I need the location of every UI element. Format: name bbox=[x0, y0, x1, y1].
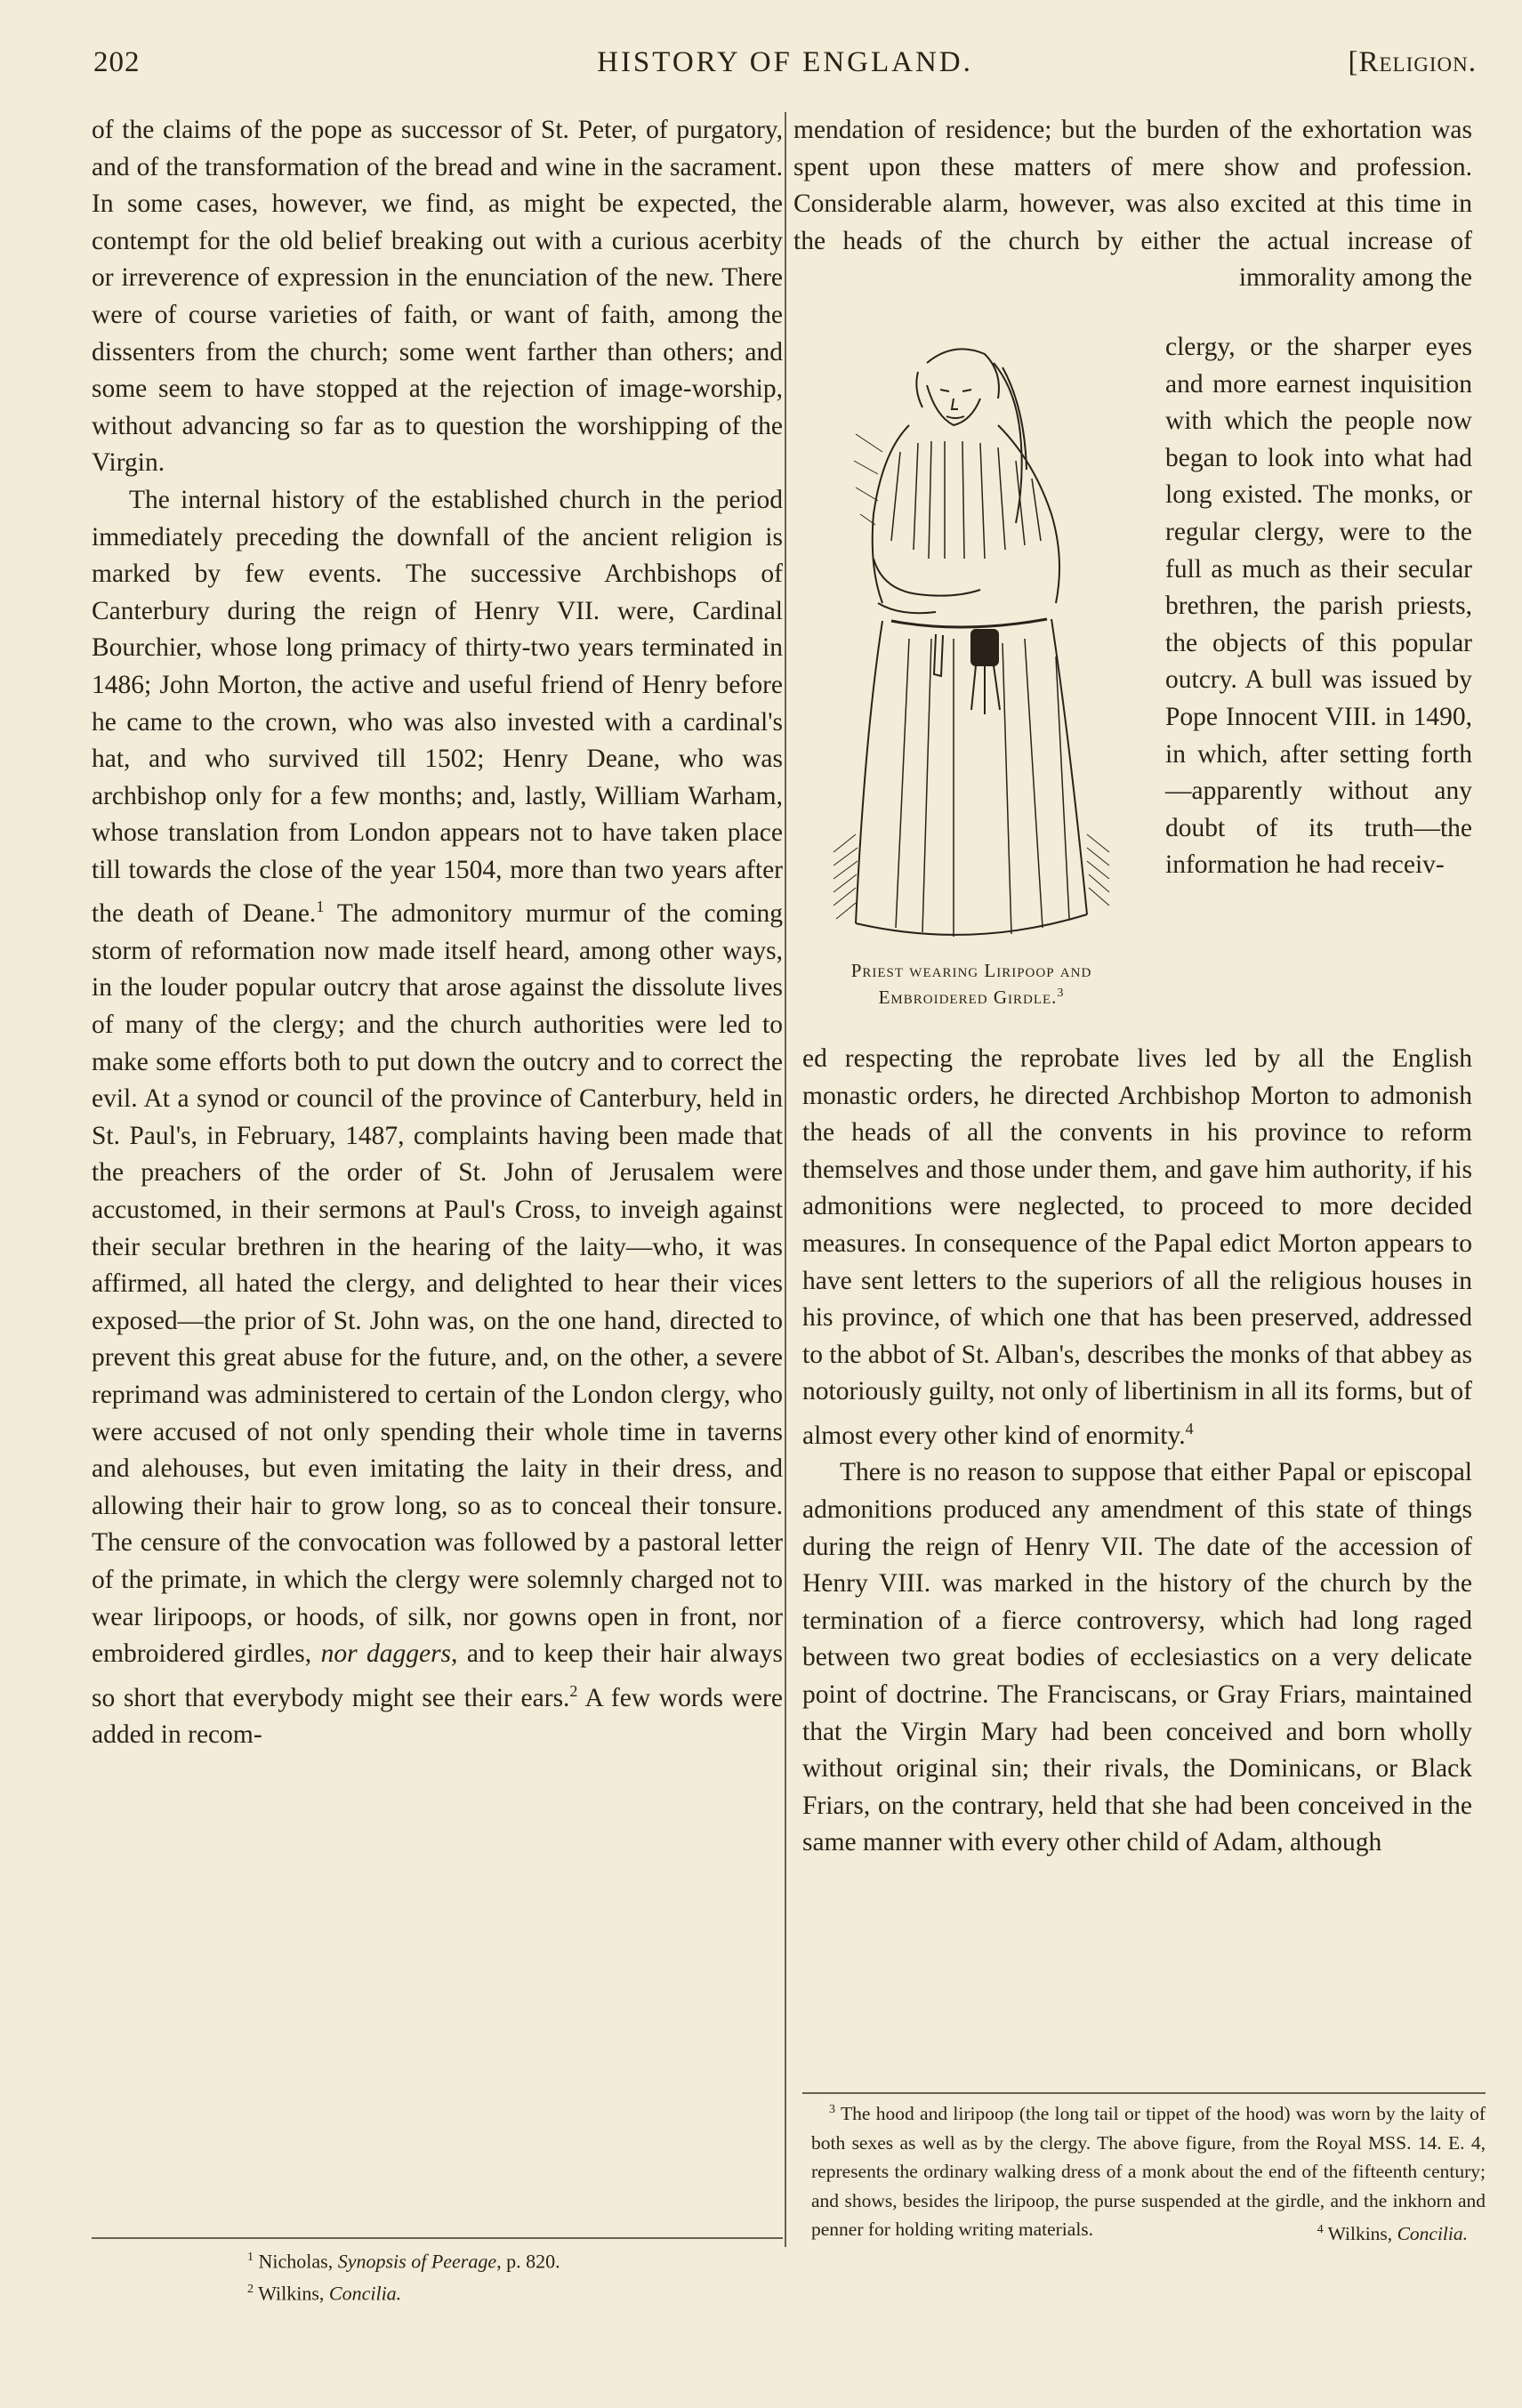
paragraph: There is no reason to suppose that either Papal or episcopal admonitions produced any amendment of this state of things during the reign of Henry VII. The date of the accession of Henry VIII. was marked in the history of the church by the termination of a fierce controversy, which had long raged between two great bodies of ecclesiastics on a very delicate point of doctrine. The Franciscans, or Gray Friars, maintained that the Virgin Mary had been conceived and born wholly without original sin; their rivals, the Dominicans, or Black Friars, on the contrary, held that she had been conceived in the same manner with every other child of Adam, although bbox=[802, 1458, 1472, 1857]
paragraph-text: The admonitory murmur of the coming storm of reformation now made itself heard, among other ways, in the louder popular outcry that arose against the dissolute lives of many of the clergy; and the church authorities were led to make some efforts both to put down the outcry and to correct the evil. At a synod or council of the province of Canterbury, held in St. Paul's, in February, 1487, complaints having been made that the preachers of the order of St. John of Jerusalem were accustomed, in their sermons at Paul's Cross, to inveigh against their secular brethren in the hearing of the laity—who, it was affirmed, all hated the clergy, and delighted to hear their vices exposed—the prior of St. John was, on the one hand, directed to prevent this great abuse for the future, and, on the other, a severe reprimand was administered to certain of the London clergy, who were accused of not only spending their whole time in taverns and alehouses, but even imitating the laity in their dress, and allowing their hair to grow long, so as to conceal their tonsure. The censure of the convocation was followed by a pastoral letter of the primate, in which the clergy were solemnly charged not to wear liripoops, or hoods, of silk, nor gowns open in front, nor embroidered girdles, bbox=[92, 899, 783, 1669]
footnote-author: Nicholas, bbox=[258, 2250, 338, 2273]
footnote-mark: 1 bbox=[247, 2251, 254, 2264]
section-label: [Religion. bbox=[1348, 46, 1477, 78]
page-number: 202 bbox=[93, 46, 141, 78]
text-beside-figure bbox=[1165, 329, 1472, 884]
footnote-ref: 1 bbox=[316, 898, 325, 916]
footnote-rule-right bbox=[802, 2092, 1486, 2094]
footnote-author: Wilkins, bbox=[1327, 2222, 1397, 2244]
column-divider bbox=[785, 112, 786, 2247]
figure-area bbox=[793, 333, 1472, 1055]
left-column bbox=[92, 112, 783, 1754]
footnote-title: Concilia. bbox=[328, 2282, 402, 2305]
italic-phrase: nor daggers, bbox=[320, 1639, 458, 1669]
footnote-text: , p. 820. bbox=[496, 2250, 560, 2273]
paragraph-text: The internal history of the established church in the period immediately preceding the downfall of the ancient religion is marked by few events. The successive Archbishops of Canterbury during the reign of Henry VII. were, Cardinal Bourchier, whose long primacy of thirty-two years terminated in 1486; John Morton, the active and useful friend of Henry before he came to the crown, who was also invested with a cardinal's hat, and who survived till 1502; Henry Deane, who was archbishop only for a few months; and, lastly, William Warham, whose translation from London appears not to have taken place till towards the close of the year 1504, more than two years after the death of Deane. bbox=[92, 485, 783, 929]
footnote bbox=[247, 2243, 781, 2275]
footnote-rule-left bbox=[92, 2237, 783, 2239]
footnote-title: Concilia. bbox=[1397, 2222, 1468, 2244]
paragraph bbox=[802, 1041, 1472, 1454]
footnote-mark: 4 bbox=[1317, 2222, 1324, 2236]
footnote-text: The hood and liripoop (the long tail or tippet of the hood) was worn by the laity of both sexes as well as by the clergy. The above figure, from the Royal MSS. 14. E. 4, represents the ordinary walking dress of a monk about the end of the fifteenth century; and shows, besides the liripoop, the purse suspended at the girdle, and the inkhorn and penner for holding writing materials. bbox=[811, 2103, 1486, 2241]
paragraph: mendation of residence; but the burden of the exhortation was spent upon these matters of mere show and profession. Considerable alarm, however, was also excited at this time in the heads of the church by either the actual increase of immorality among the bbox=[793, 116, 1472, 293]
paragraph-text: A few words were added in recom- bbox=[92, 1683, 783, 1750]
footnote-ref: 3 bbox=[1057, 987, 1065, 1000]
running-title: HISTORY OF ENGLAND. bbox=[597, 46, 973, 78]
paragraph: of the claims of the pope as successor of St. Peter, of purgatory, and of the transformation of the bread and wine in the sacrament. In some cases, however, we find, as might be expected, the contempt for the old belief breaking out with a curious acerbity or irreverence of expression in the enunciation of the new. There were of course varieties of faith, or want of faith, among the dissenters from the church; some went farther than others; and some seem to have stopped at the rejection of image-worship, without advancing so far as to question the worshipping of the Virgin. bbox=[92, 116, 783, 478]
paragraph-text: and to keep their hair always so short that everybody might see their ears. bbox=[92, 1639, 783, 1712]
caption-line: Embroidered Girdle. bbox=[878, 987, 1058, 1008]
footnote-author: Wilkins, bbox=[258, 2282, 329, 2305]
running-header bbox=[93, 46, 1477, 100]
footnotes-right bbox=[811, 2096, 1486, 2248]
paragraph-text: ed respecting the reprobate lives led by all the English monastic orders, he directed Archbishop Morton to admonish the heads of all the convents in his province to reform themselves and those under them, and gave him authority, if his admonitions were neglected, to proceed to more decided measures. In consequence of the Papal edict Morton appears to have sent letters to the superiors of all the religious houses in his province, of which one that has been preserved, addressed to the abbot of St. Alban's, describes the monks of that abbey as notoriously guilty, not only of libertinism in all its forms, but of almost every other kind of enormity. bbox=[802, 1044, 1472, 1450]
footnote-ref: 2 bbox=[569, 1681, 578, 1700]
figure-caption bbox=[793, 959, 1149, 1009]
footnote-mark: 3 bbox=[829, 2103, 835, 2116]
footnotes-left bbox=[247, 2243, 781, 2308]
footnote-mark: 2 bbox=[247, 2283, 254, 2297]
paragraph: clergy, or the sharper eyes and more earnest inquisition with which the people now began to look into what had long existed. The monks, or regular clergy, were to the full as much as their secular brethren, the parish priests, the objects of this popular outcry. A bull was issued by Pope Innocent VIII. in 1490, in which, after setting forth—apparently without any doubt of its truth—the information he had receiv- bbox=[1165, 333, 1472, 880]
caption-line: Priest wearing Liripoop and bbox=[850, 960, 1092, 981]
figure bbox=[793, 336, 1149, 1008]
paragraph bbox=[92, 482, 783, 1754]
right-column-top bbox=[793, 112, 1472, 297]
footnote bbox=[247, 2275, 781, 2307]
footnote-ref: 4 bbox=[1185, 1419, 1194, 1438]
footnote-title: Synopsis of Peerage bbox=[337, 2250, 497, 2273]
priest-illustration bbox=[829, 336, 1114, 950]
right-column-bottom bbox=[802, 1041, 1472, 1862]
